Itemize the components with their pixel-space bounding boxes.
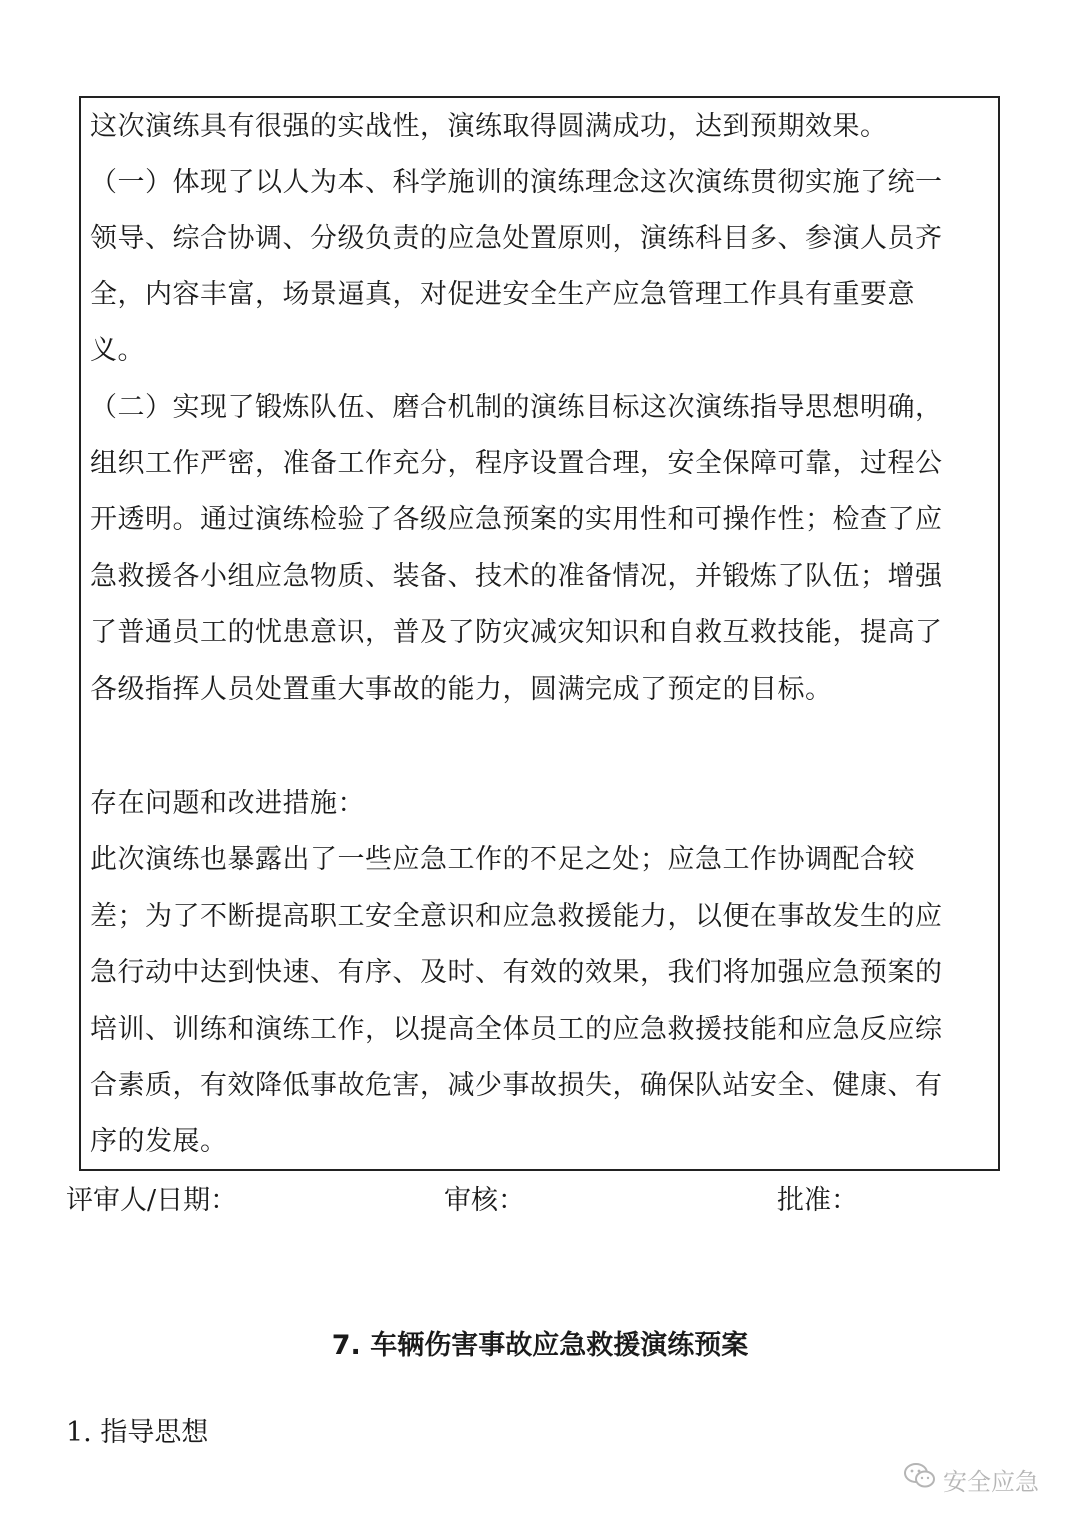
section-heading: 1. 指导思想 bbox=[66, 1417, 209, 1448]
section-title: 7. 车辆伤害事故应急救援演练预案 bbox=[331, 1330, 749, 1361]
issues-heading: 存在问题和改进措施： bbox=[90, 788, 365, 819]
text-line: 差；为了不断提高职工安全意识和应急救援能力，以便在事故发生的应 bbox=[90, 901, 943, 932]
watermark bbox=[903, 1459, 1039, 1499]
wechat-icon bbox=[903, 1462, 943, 1496]
text-line: 全，内容丰富，场景逼真，对促进安全生产应急管理工作具有重要意 bbox=[90, 279, 915, 310]
text-line: 了普通员工的忧患意识，普及了防灾减灾知识和自救互救技能，提高了 bbox=[90, 617, 943, 648]
text-line: （一）体现了以人为本、科学施训的演练理念这次演练贯彻实施了统一 bbox=[90, 167, 943, 198]
text-line: 这次演练具有很强的实战性，演练取得圆满成功，达到预期效果。 bbox=[90, 111, 888, 142]
text-line: 合素质，有效降低事故危害，减少事故损失，确保队站安全、健康、有 bbox=[90, 1070, 943, 1101]
reviewer-date-label: 评审人/日期： bbox=[66, 1185, 238, 1216]
text-line: 培训、训练和演练工作，以提高全体员工的应急救援技能和应急反应综 bbox=[90, 1014, 943, 1045]
text-line: 各级指挥人员处置重大事故的能力，圆满完成了预定的目标。 bbox=[90, 674, 833, 705]
text-line: 组织工作严密，准备工作充分，程序设置合理，安全保障可靠，过程公 bbox=[90, 448, 943, 479]
text-line: 领导、综合协调、分级负责的应急处置原则，演练科目多、参演人员齐 bbox=[90, 223, 943, 254]
watermark-text: 安全应急 bbox=[943, 1467, 1039, 1496]
text-line: 此次演练也暴露出了一些应急工作的不足之处；应急工作协调配合较 bbox=[90, 844, 915, 875]
text-line: 急救援各小组应急物质、装备、技术的准备情况，并锻炼了队伍；增强 bbox=[90, 561, 943, 592]
text-line: 义。 bbox=[90, 335, 145, 366]
text-line: 序的发展。 bbox=[90, 1126, 228, 1157]
audit-label: 审核： bbox=[444, 1185, 525, 1216]
approve-label: 批准： bbox=[777, 1185, 858, 1216]
text-line: 急行动中达到快速、有序、及时、有效的效果，我们将加强应急预案的 bbox=[90, 957, 943, 988]
text-line: （二）实现了锻炼队伍、磨合机制的演练目标这次演练指导思想明确， bbox=[90, 392, 943, 423]
text-line: 开透明。通过演练检验了各级应急预案的实用性和可操作性；检查了应 bbox=[90, 504, 943, 535]
